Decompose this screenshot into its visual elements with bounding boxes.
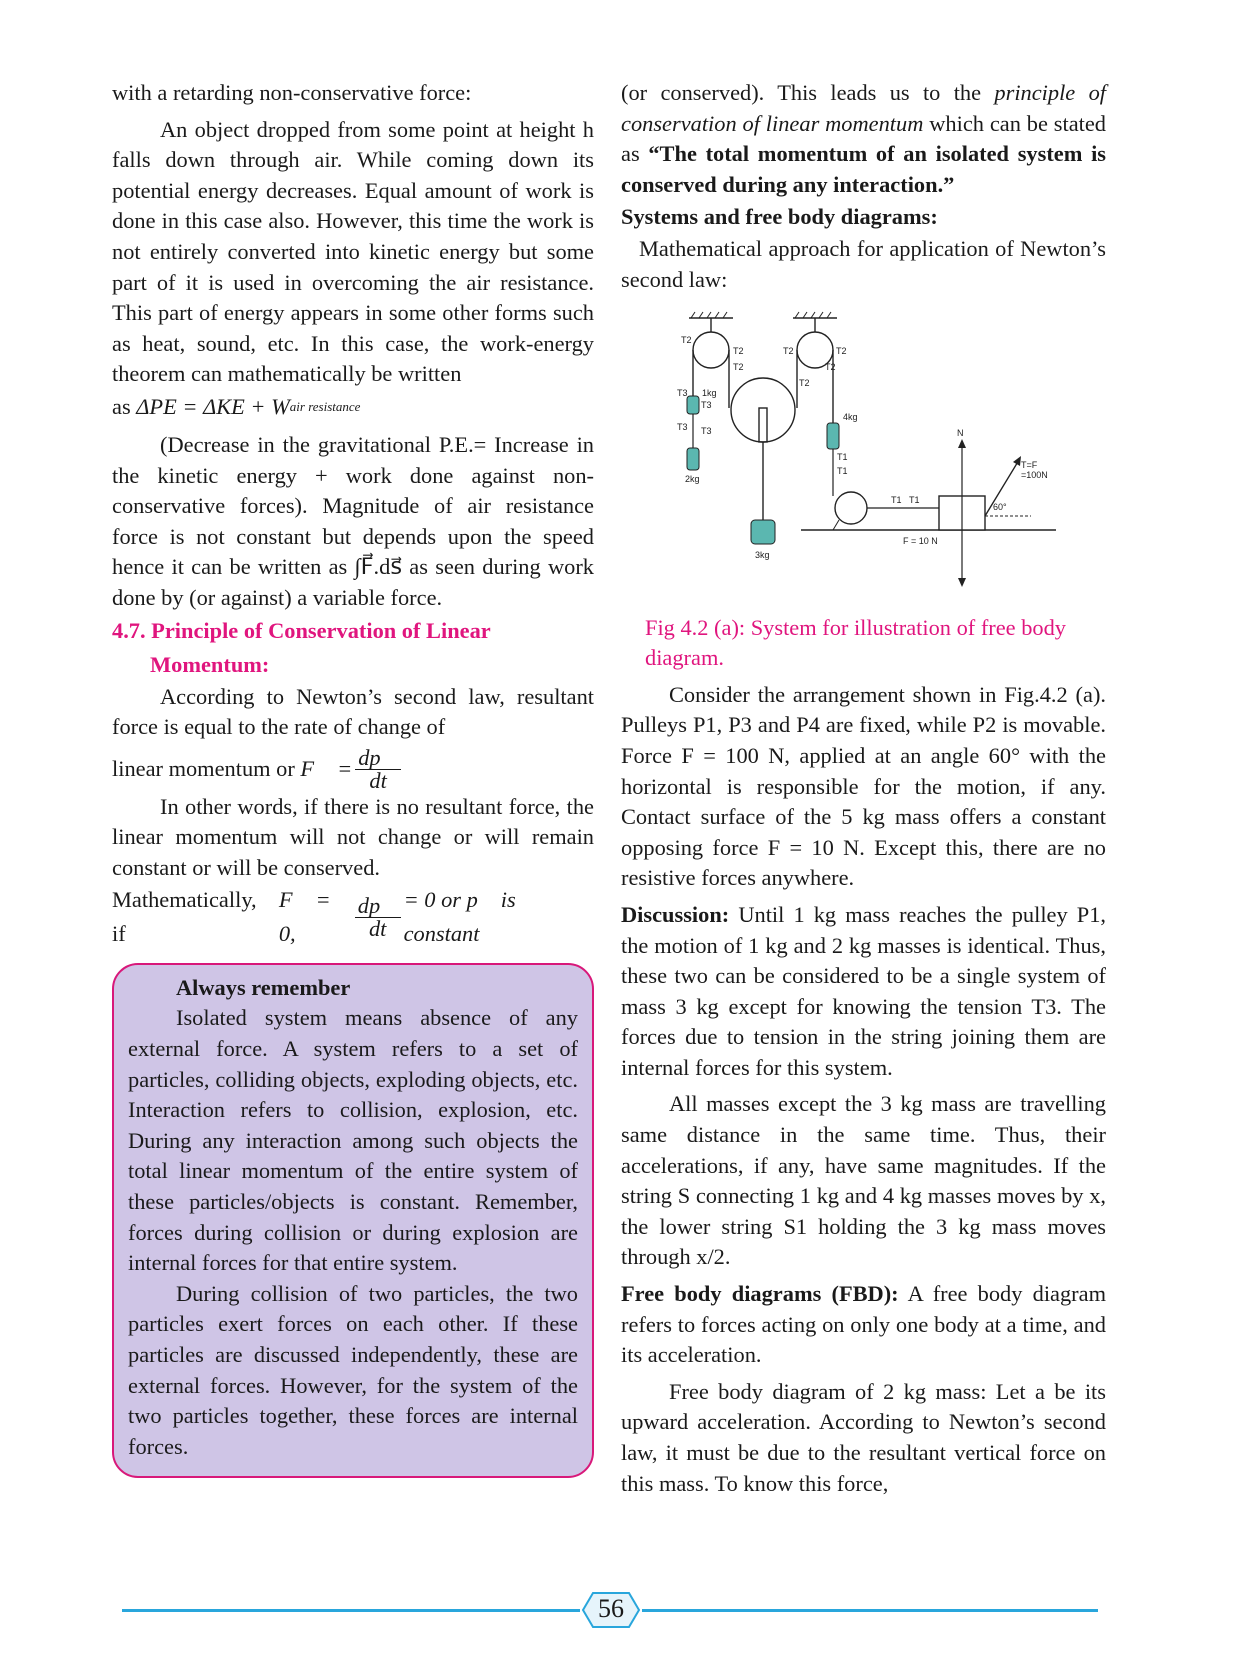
label-normal: N: [957, 427, 964, 438]
label-3kg: 3kg: [755, 549, 770, 560]
label-t1: T1: [891, 494, 902, 505]
label-t2: T2: [733, 345, 744, 356]
paragraph: [621, 1279, 1106, 1371]
paragraph: [621, 900, 1106, 1084]
footer-rule-left: [122, 1609, 580, 1612]
label-t3: T3: [677, 421, 688, 432]
box-title: Always remember: [176, 975, 351, 1001]
equation-conservation: [112, 883, 594, 951]
fraction: [355, 892, 401, 941]
label-angle: 60°: [993, 501, 1007, 512]
text-bold: “The total momentum of an isolated system is conserved during any interaction.”: [621, 141, 1107, 197]
discussion-label: Discussion:: [621, 901, 730, 927]
equation-part: F⃗ = 0,: [278, 887, 331, 947]
label-t2: T2: [783, 345, 794, 356]
paragraph: Consider the arrangement shown in Fig.4.2 (a). Pulleys P1, P3 and P4 are fixed, while P2 is movable. Force F = 100 N, applied at an angle 60° with the horizontal is responsible for the motion, if any. Contact surface of the 5 kg mass offers a constant opposing force F = 10 N. Except this, there are no resistive forces anywhere.: [621, 681, 1106, 891]
label-force: T=F: [1021, 459, 1038, 470]
equation: ΔPE = ΔKE + W: [136, 393, 290, 419]
label-t2: T2: [825, 361, 836, 372]
equation-prefix: as: [112, 393, 131, 419]
box-paragraph: Isolated system means absence of any external force. A system refers to a set of particles, colliding objects, exploding objects, etc. Interaction refers to collision, explosion, etc. During any interaction among such objects the total linear momentum of the entire system of these particles/objects is constant. Remember, forces during collision or during explosion are internal forces for that entire system.: [128, 1005, 578, 1276]
label-force-value: =100N: [1021, 469, 1048, 480]
label-2kg: 2kg: [685, 473, 700, 484]
mass-4kg: [827, 423, 839, 449]
equation-part: = 0 or p⃗ is constant: [403, 887, 516, 947]
mass-3kg: [751, 520, 775, 544]
label-t3: T3: [701, 425, 712, 436]
label-t2: T2: [799, 377, 810, 388]
footer-rule-right: [642, 1609, 1098, 1612]
paragraph: (Decrease in the gravitational P.E.= Increase in the kinetic energy + work done against non-conservative forces). Magnitude of air resistance force is not constant but depends upon the speed hence it can be written as ∫F⃗.ds⃗ as seen during work done by (or against) a variable force.: [112, 431, 594, 610]
paragraph: Free body diagram of 2 kg mass: Let a be its upward acceleration. According to Newton’s second law, it must be due to the resultant vertical force on this mass. To know this force,: [621, 1378, 1106, 1496]
text-run: which can be stated as: [621, 110, 1107, 167]
paragraph: In other words, if there is no resultant force, the linear momentum will not change or will remain constant or will be conserved.: [112, 793, 594, 880]
section-heading: 4.7. Principle of Conservation of Linear: [112, 617, 491, 643]
label-t3: T3: [701, 399, 712, 410]
equation-work-energy: [112, 390, 594, 424]
paragraph: with a retarding non-conservative force:: [112, 80, 472, 105]
numerator: dp⃗: [355, 747, 401, 770]
label-1kg: 1kg: [702, 387, 717, 398]
always-remember-box: [112, 963, 594, 1478]
fbd-label: Free body diagrams (FBD):: [621, 1281, 899, 1307]
label-t2: T2: [733, 361, 744, 372]
equation-lhs: F⃗ =: [300, 756, 353, 782]
mass-2kg: [687, 448, 699, 470]
text-run: Until 1 kg mass reaches the pulley P1, the motion of 1 kg and 2 kg masses is identical. Thus, these two can be considered to be a single system of mass 3 kg except for knowing the tension T3. The forces due to tension in the string joining them are internal forces for this system.: [621, 901, 1106, 1080]
subsection-heading: Systems and free body diagrams:: [621, 204, 938, 230]
paragraph: An object dropped from some point at height h falls down through air. While coming down its potential energy decreases. Equal amount of work is done in this case also. However, this time the work is not entirely converted into kinetic energy but some part of it is used in overcoming the air resistance. This part of energy appears in some other forms such as heat, sound, etc. In this case, the work-energy theorem can mathematically be written: [112, 116, 594, 387]
figure-caption: Fig 4.2 (a): System for illustration of free body diagram.: [645, 614, 1066, 671]
denominator: dt: [369, 767, 387, 793]
page-footer: [0, 1590, 1241, 1630]
section-heading-cont: Momentum:: [150, 651, 270, 677]
pulley-system-figure: [621, 298, 1106, 598]
denominator: dt: [368, 915, 387, 941]
numerator: dp⃗: [355, 895, 401, 918]
label-friction: F = 10 N: [903, 535, 938, 546]
label-t1: T1: [837, 451, 848, 462]
box-paragraph: During collision of two particles, the two particles exert forces on each other. If these particles are discussed independently, these are external forces. However, for the system of the two particles together, these forces are internal forces.: [128, 1280, 578, 1459]
equation-subscript: air resistance: [289, 398, 361, 414]
paragraph: Mathematical approach for application of Newton’s second law:: [621, 236, 1106, 292]
left-column: [112, 78, 594, 1478]
mass-1kg: [687, 396, 699, 414]
paragraph: According to Newton’s second law, resultant force is equal to the rate of change of: [112, 683, 594, 740]
equation-prefix: Mathematically, if: [112, 887, 257, 947]
label-4kg: 4kg: [843, 411, 858, 422]
label-t1: T1: [909, 494, 920, 505]
page-number: 56: [598, 1594, 624, 1623]
right-column: [621, 78, 1106, 1499]
label-t2: T2: [836, 345, 847, 356]
equation-prefix: linear momentum or: [112, 756, 295, 782]
paragraph: [621, 78, 1106, 200]
text-run: (or conserved). This leads us to the: [621, 80, 995, 105]
label-t3: T3: [677, 387, 688, 398]
fraction: [355, 744, 401, 793]
paragraph: All masses except the 3 kg mass are travelling same distance in the same time. Thus, their accelerations, if any, have same magnitudes. If the string S connecting 1 kg and 4 kg masses moves by x, the lower string S1 holding the 3 kg mass moves through x/2.: [621, 1091, 1106, 1270]
text-italic: principle of conservation of linear momentum: [621, 80, 1107, 136]
equation-momentum: [112, 744, 594, 793]
label-t2: T2: [681, 334, 692, 345]
label-t1: T1: [837, 465, 848, 476]
text-run: A free body diagram refers to forces acting on only one body at a time, and its acceleration.: [621, 1281, 1106, 1368]
